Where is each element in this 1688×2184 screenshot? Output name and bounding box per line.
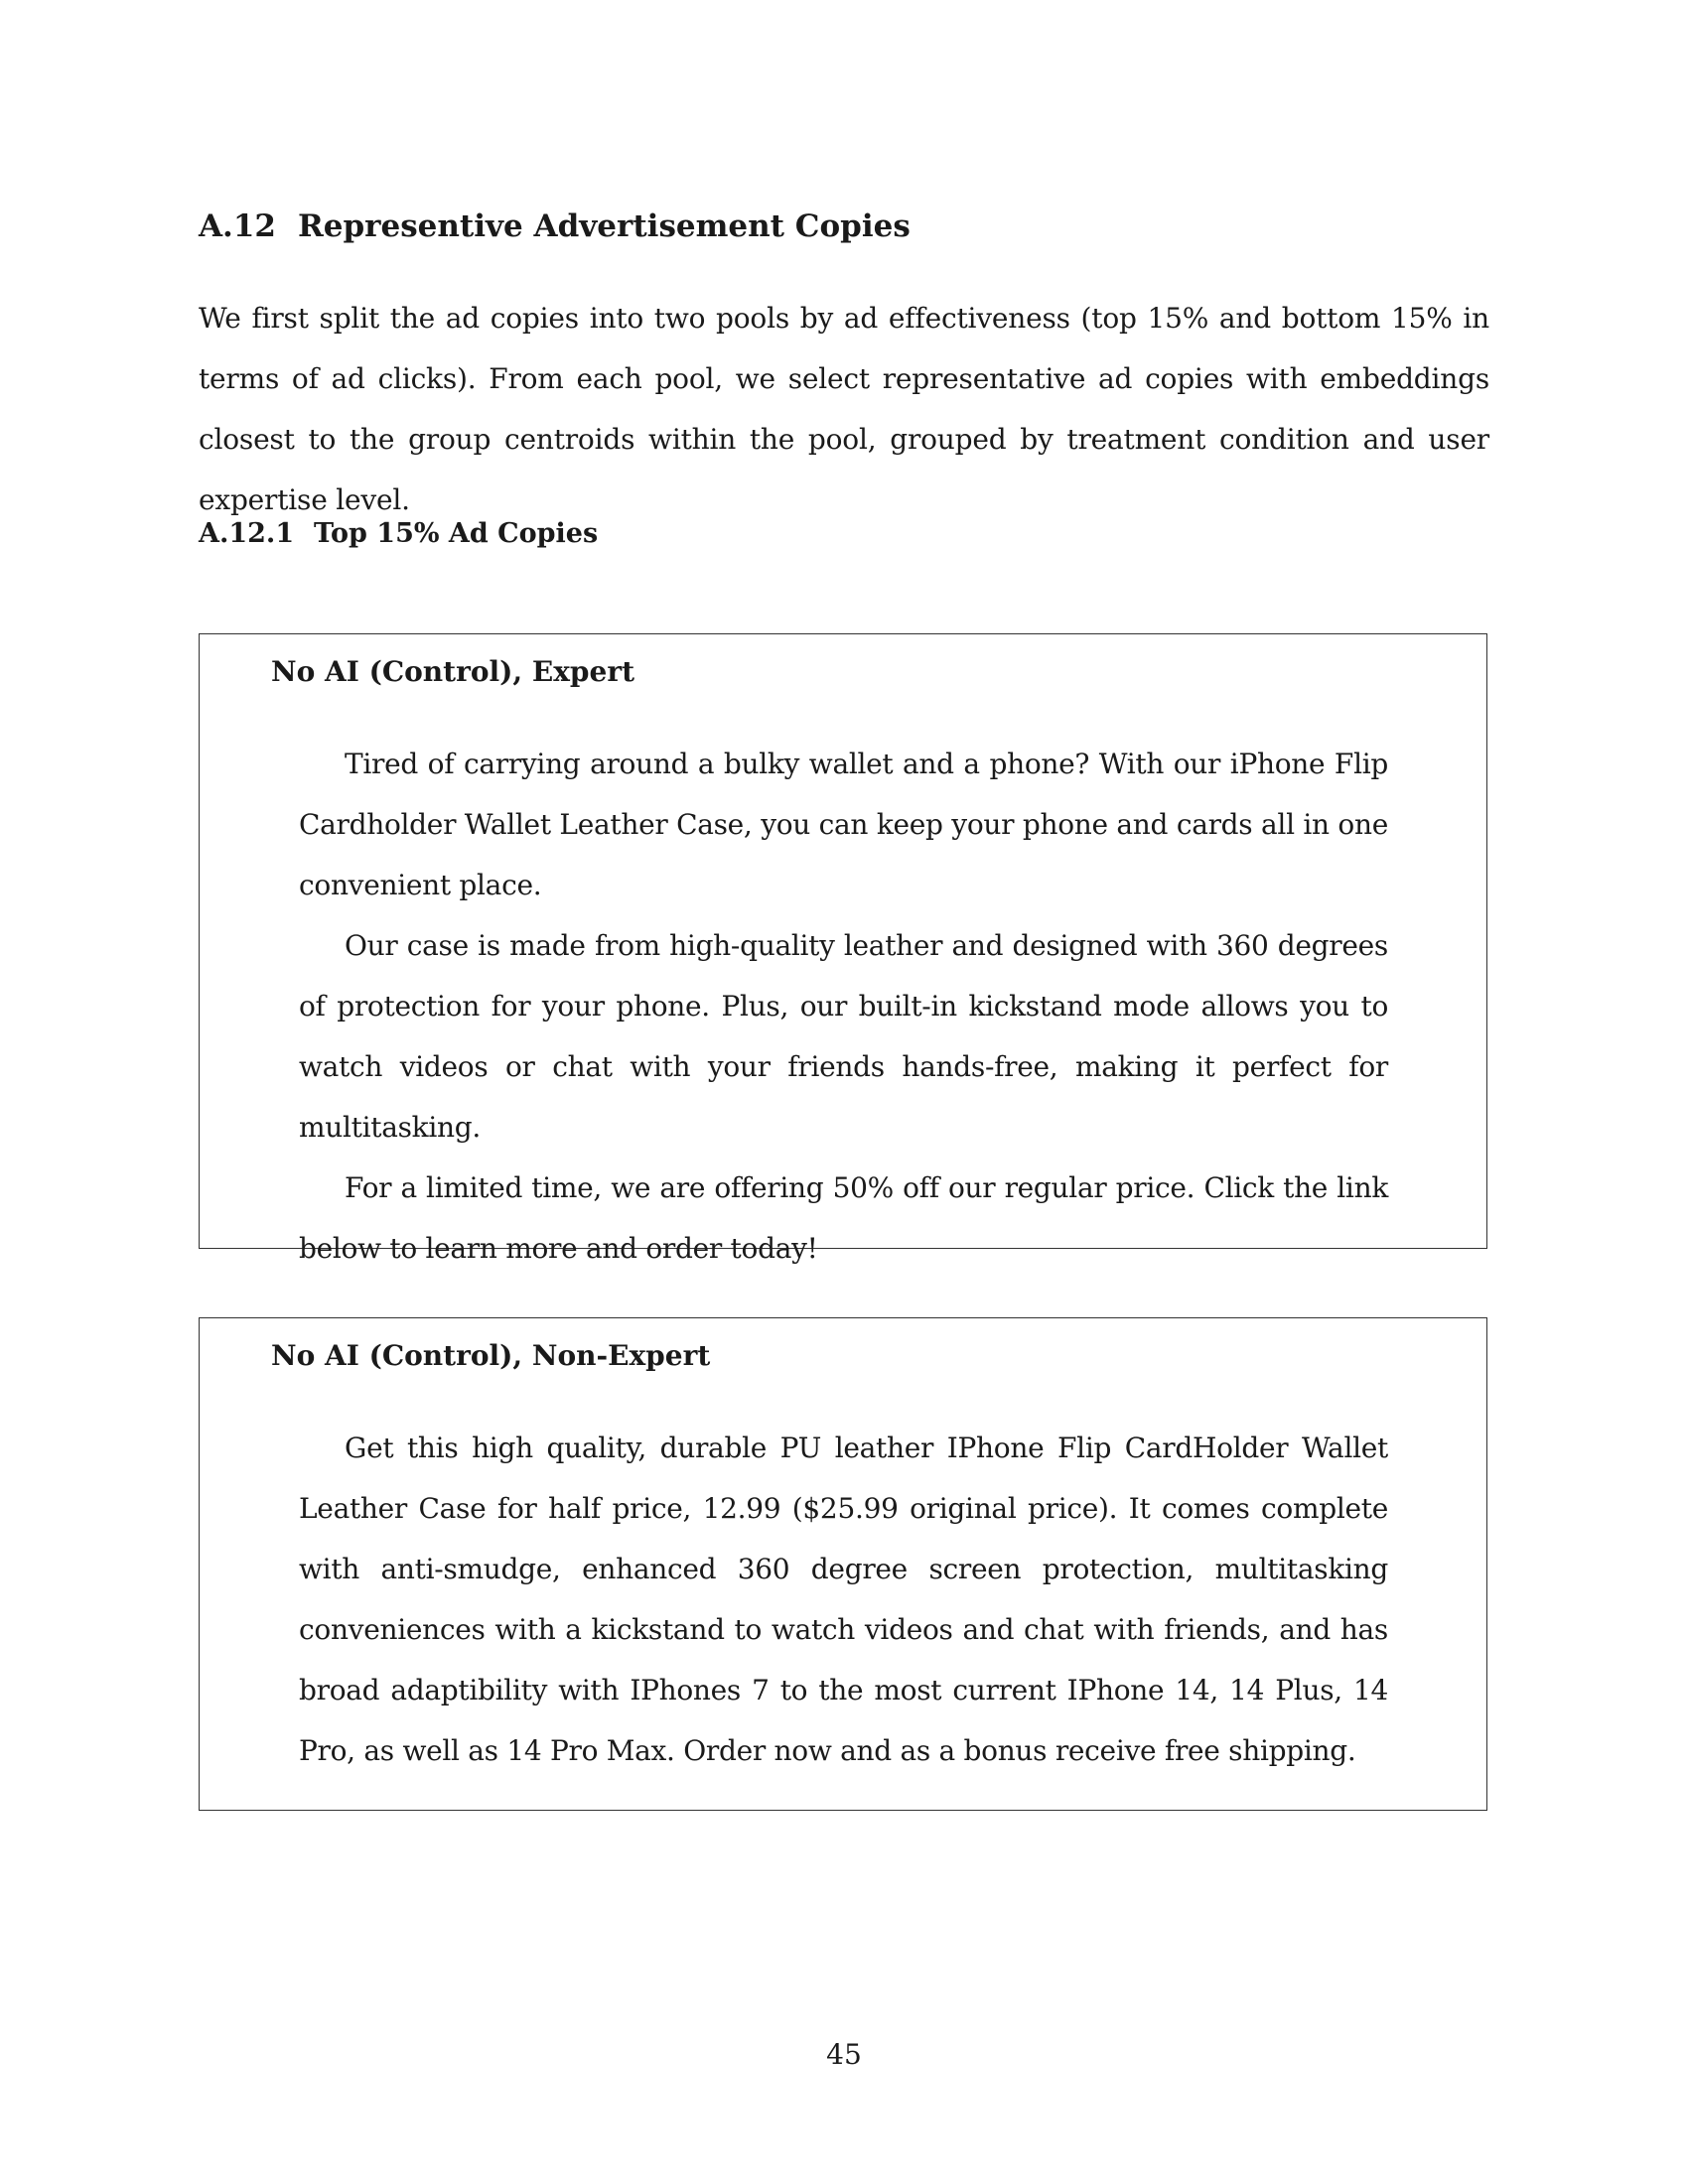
ad-copy-paragraph: Get this high quality, durable PU leather IPhone Flip CardHolder Wallet Leather Case for half price, 12.99 ($25.99 original price). It comes complete with anti-smudge, enhanced 360 degree screen protection, multitasking conveniences with a kickstand to watch videos and chat with friends, and has broad adaptibility with IPhones 7 to the most current IPhone 14, 14 Plus, 14 Pro, as well as 14 Pro Max. Order now and as a bonus receive free shipping. xyxy=(299,1432,1388,1767)
ad-copy-title: No AI (Control), Non-Expert xyxy=(271,1339,711,1372)
ad-copy-paragraph: For a limited time, we are offering 50% off our regular price. Click the link below to learn more and order today! xyxy=(299,1171,1388,1265)
ad-copy-paragraph: Our case is made from high-quality leather and designed with 360 degrees of protection for your phone. Plus, our built-in kickstand mode allows you to watch videos or chat with your friends hands-free, making it perfect for multitasking. xyxy=(299,929,1388,1144)
subsection-title: Top 15% Ad Copies xyxy=(314,518,599,549)
ad-copy-body xyxy=(299,734,1388,1279)
section-title: Representive Advertisement Copies xyxy=(298,208,911,244)
ad-copy-box-non-expert xyxy=(199,1317,1487,1811)
paper-page xyxy=(199,0,1489,2184)
ad-copy-title: No AI (Control), Expert xyxy=(271,655,635,688)
section-number: A.12 xyxy=(199,208,276,244)
subsection-number: A.12.1 xyxy=(199,518,295,549)
ad-copy-body xyxy=(299,1418,1388,1781)
intro-paragraph: We first split the ad copies into two pools by ad effectiveness (top 15% and bottom 15% in terms of ad clicks). From each pool, we select representative ad copies with embeddings closest to the group centroids within the pool, grouped by treatment condition and user expertise level. xyxy=(199,302,1489,516)
subsection-heading xyxy=(199,516,598,552)
ad-copy-paragraph: Tired of carrying around a bulky wallet and a phone? With our iPhone Flip Cardholder Wallet Leather Case, you can keep your phone and cards all in one convenient place. xyxy=(299,748,1388,901)
ad-copy-box-expert xyxy=(199,633,1487,1265)
section-heading xyxy=(199,206,911,246)
page-number: 45 xyxy=(826,2038,862,2071)
